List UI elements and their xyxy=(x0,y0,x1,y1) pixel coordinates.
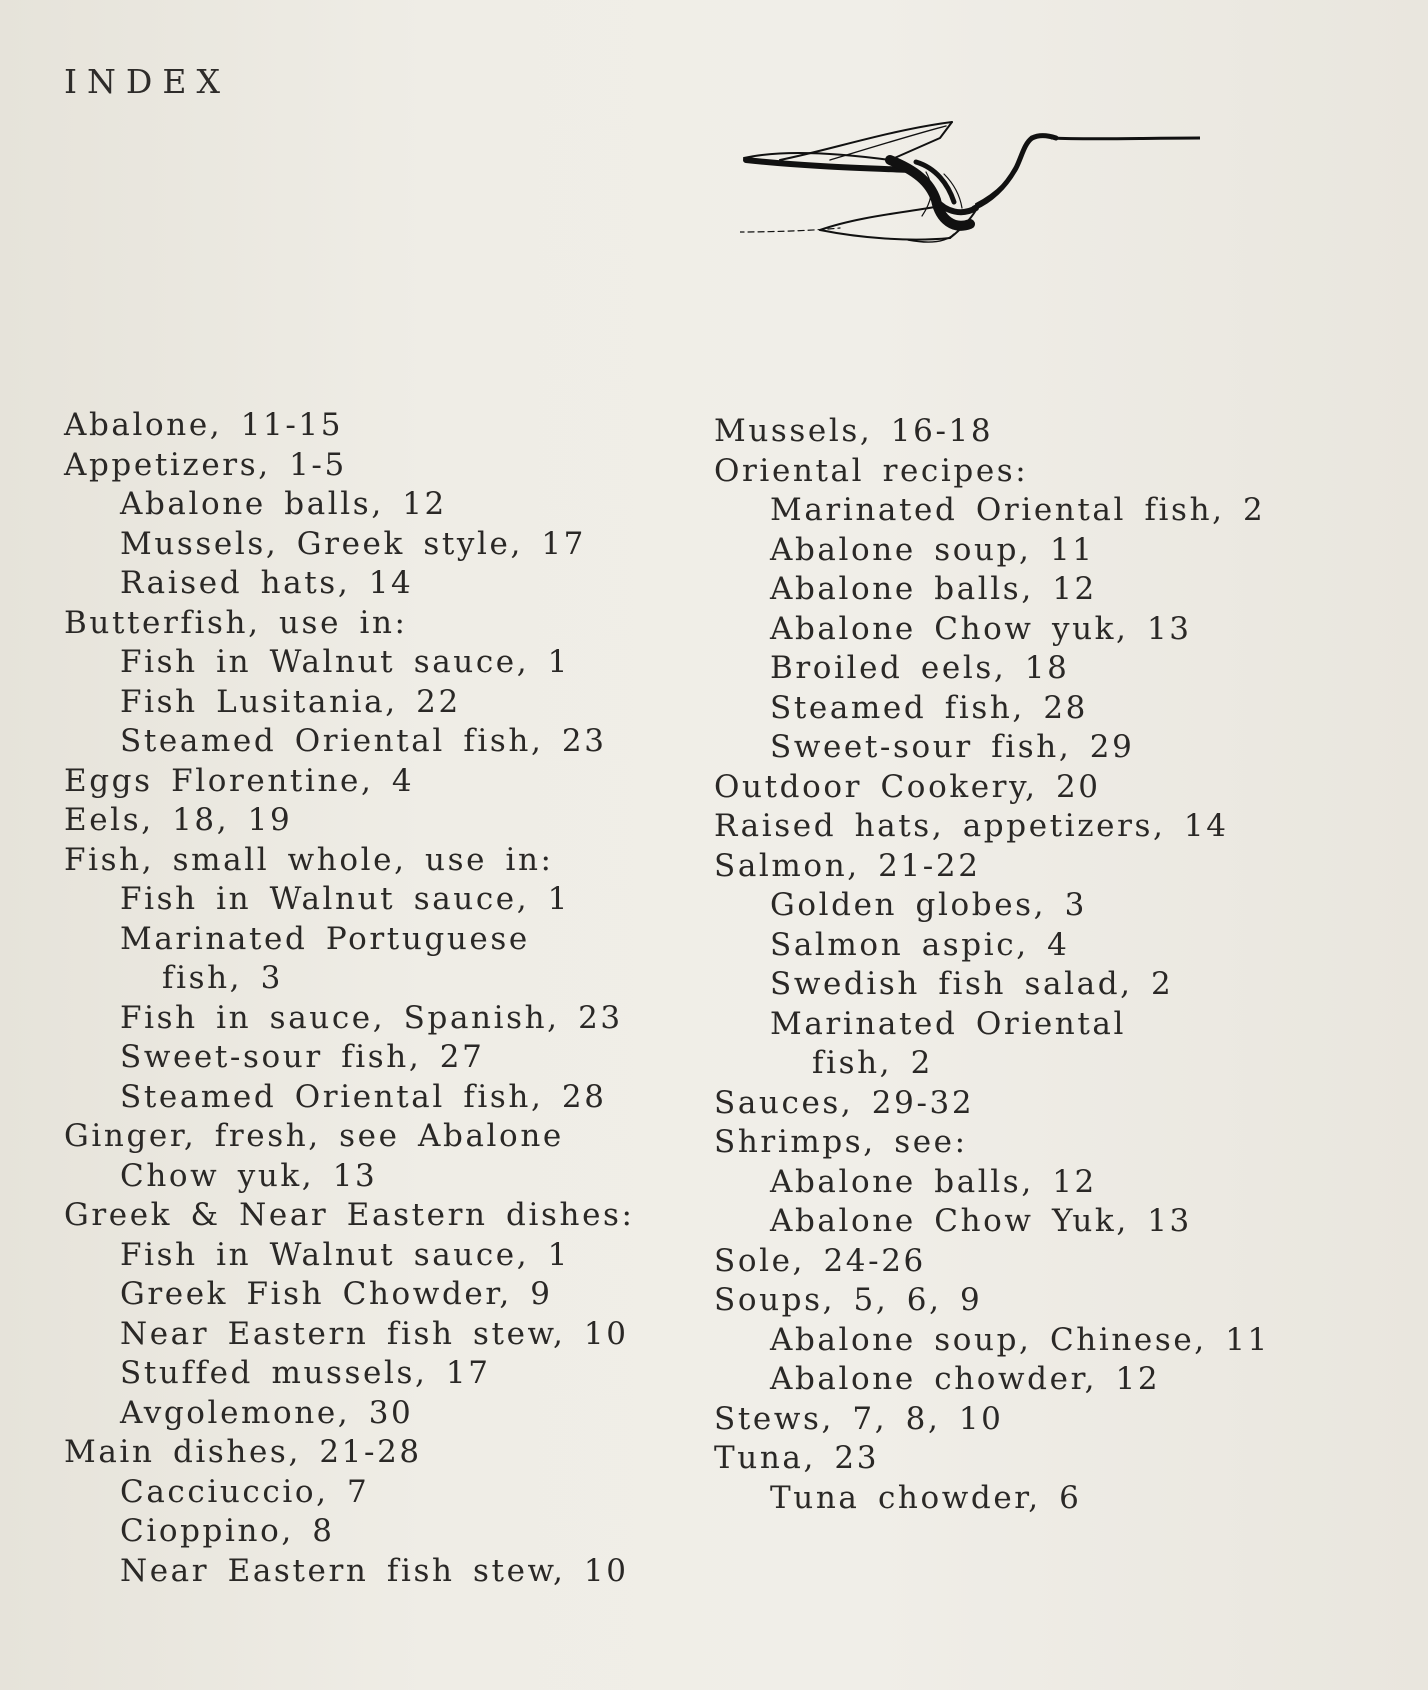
index-column-left xyxy=(64,406,684,1591)
index-subentry: Cacciuccio, 7 xyxy=(120,1473,370,1510)
index-subentry: Abalone balls, 12 xyxy=(120,486,447,522)
index-subentry: Marinated Oriental fish, 2 xyxy=(770,492,1266,528)
index-entry: Fish, small whole, use in: xyxy=(64,841,554,878)
index-subentry: Chow yuk, 13 xyxy=(120,1157,378,1194)
index-subentry: Fish in Walnut sauce, 1 xyxy=(120,881,570,917)
index-entry: Appetizers, 1-5 xyxy=(64,446,347,483)
index-entry: Main dishes, 21-28 xyxy=(64,1434,422,1470)
index-subentry: Broiled eels, 18 xyxy=(770,650,1070,686)
index-subentry: fish, 2 xyxy=(812,1045,933,1081)
index-subentry: Steamed Oriental fish, 23 xyxy=(120,723,607,759)
index-entry: Butterfish, use in: xyxy=(64,604,408,641)
index-subentry: Abalone soup, Chinese, 11 xyxy=(770,1321,1270,1358)
index-subentry: fish, 3 xyxy=(162,960,283,996)
index-subentry: Sweet-sour fish, 29 xyxy=(770,729,1135,765)
index-entry: Eggs Florentine, 4 xyxy=(64,762,415,799)
index-column-right xyxy=(714,412,1354,1518)
index-subentry: Swedish fish salad, 2 xyxy=(770,966,1174,1002)
index-entry: Soups, 5, 6, 9 xyxy=(714,1282,983,1318)
index-subentry: Abalone Chow Yuk, 13 xyxy=(770,1203,1192,1239)
index-entry: Oriental recipes: xyxy=(714,452,1029,489)
index-entry: Outdoor Cookery, 20 xyxy=(714,768,1101,805)
index-entry: Sauces, 29-32 xyxy=(714,1084,975,1121)
index-entry: Mussels, 16-18 xyxy=(714,413,994,449)
index-subentry: Marinated Oriental xyxy=(770,1005,1127,1042)
index-subentry: Abalone balls, 12 xyxy=(770,1163,1097,1200)
page-title: INDEX xyxy=(64,62,230,101)
index-subentry: Tuna chowder, 6 xyxy=(770,1479,1082,1516)
index-subentry: Avgolemone, 30 xyxy=(120,1394,414,1431)
index-entry: Raised hats, appetizers, 14 xyxy=(714,808,1229,844)
index-subentry: Cioppino, 8 xyxy=(120,1513,335,1549)
bird-in-flight-sketch-icon xyxy=(740,120,1200,270)
index-subentry: Stuffed mussels, 17 xyxy=(120,1355,491,1391)
index-entry: Ginger, fresh, see Abalone xyxy=(64,1118,564,1154)
index-subentry: Marinated Portuguese xyxy=(120,920,530,957)
index-subentry: Salmon aspic, 4 xyxy=(770,926,1070,963)
index-subentry: Fish in sauce, Spanish, 23 xyxy=(120,999,623,1036)
index-subentry: Fish Lusitania, 22 xyxy=(120,683,461,720)
index-entry: Abalone, 11-15 xyxy=(64,407,344,443)
index-entry: Eels, 18, 19 xyxy=(64,802,293,838)
index-entry: Sole, 24-26 xyxy=(714,1242,926,1279)
index-subentry: Fish in Walnut sauce, 1 xyxy=(120,1236,570,1273)
index-subentry: Abalone Chow yuk, 13 xyxy=(770,610,1192,647)
index-subentry: Golden globes, 3 xyxy=(770,887,1087,923)
index-subentry: Near Eastern fish stew, 10 xyxy=(120,1552,629,1589)
index-subentry: Sweet-sour fish, 27 xyxy=(120,1039,485,1075)
index-subentry: Raised hats, 14 xyxy=(120,565,414,601)
index-subentry: Abalone soup, 11 xyxy=(770,531,1095,568)
index-entry: Shrimps, see: xyxy=(714,1124,968,1160)
index-entry: Greek & Near Eastern dishes: xyxy=(64,1197,635,1233)
index-subentry: Fish in Walnut sauce, 1 xyxy=(120,644,570,680)
index-subentry: Abalone balls, 12 xyxy=(770,571,1097,607)
index-subentry: Abalone chowder, 12 xyxy=(770,1361,1161,1397)
index-entry: Stews, 7, 8, 10 xyxy=(714,1400,1004,1437)
index-entry: Salmon, 21-22 xyxy=(714,847,981,884)
index-subentry: Greek Fish Chowder, 9 xyxy=(120,1276,553,1312)
index-subentry: Mussels, Greek style, 17 xyxy=(120,525,587,562)
index-subentry: Steamed Oriental fish, 28 xyxy=(120,1078,607,1115)
index-subentry: Near Eastern fish stew, 10 xyxy=(120,1315,629,1352)
index-entry: Tuna, 23 xyxy=(714,1440,880,1476)
index-subentry: Steamed fish, 28 xyxy=(770,689,1088,726)
